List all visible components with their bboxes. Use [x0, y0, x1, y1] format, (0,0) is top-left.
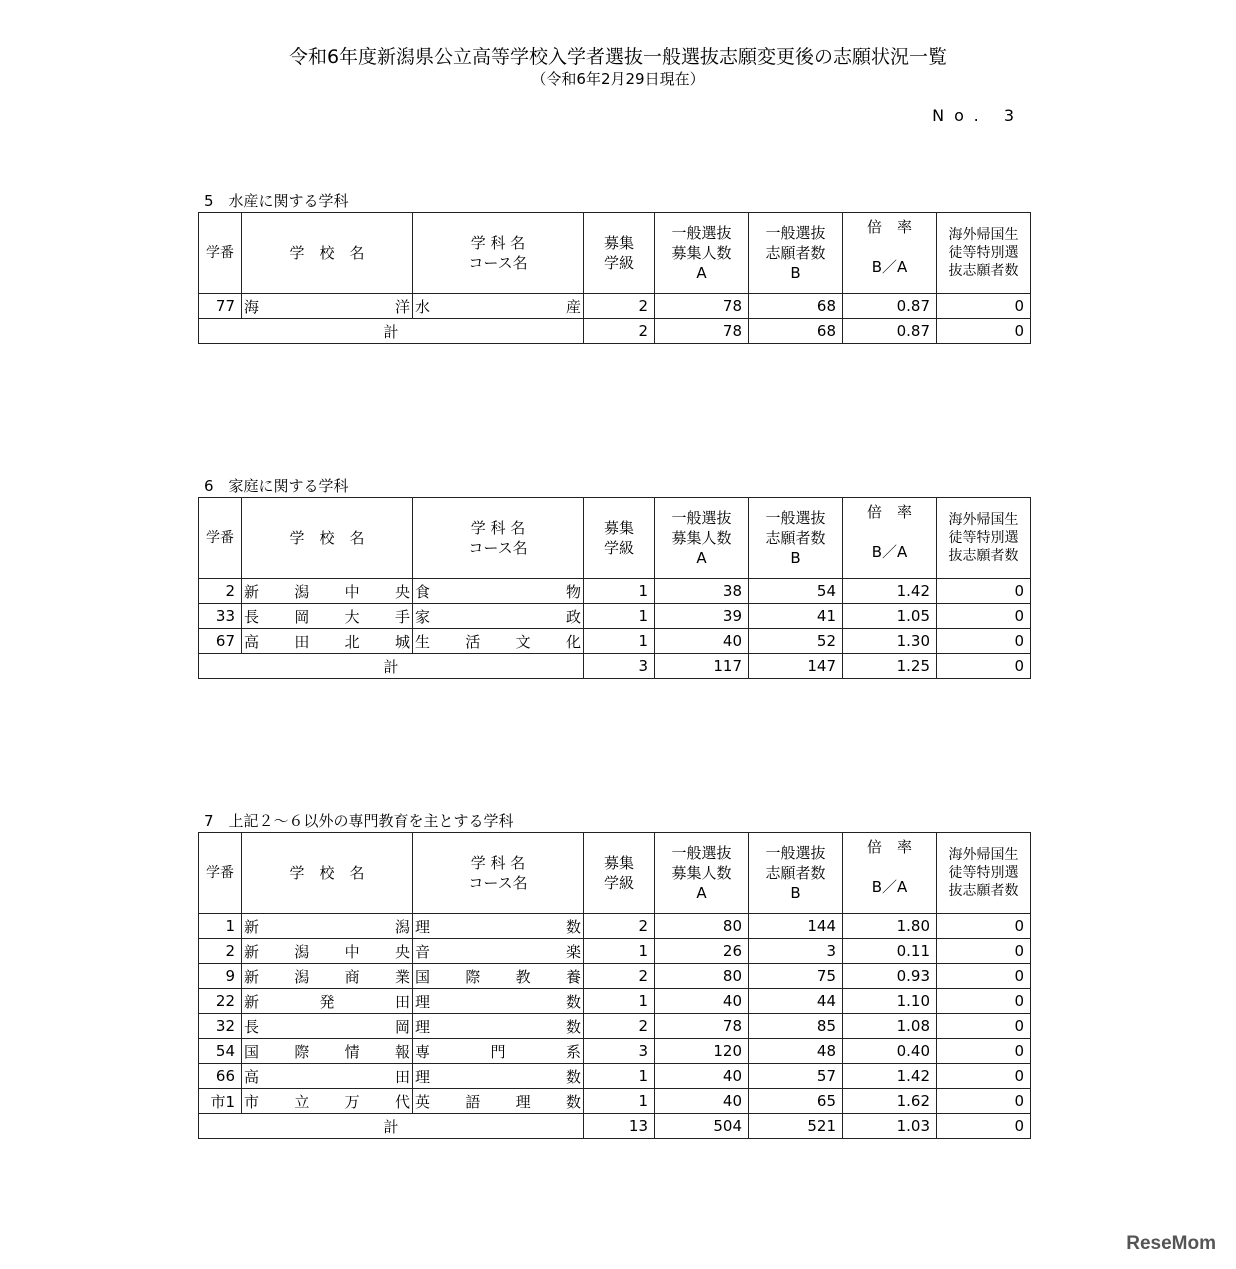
col-applicants-cell: 3	[749, 939, 843, 964]
col-course-cell: 英語理数	[413, 1089, 584, 1114]
col-school-cell: 長岡大手	[242, 604, 413, 629]
col-id-cell: 54	[199, 1039, 242, 1064]
table-row	[199, 964, 1031, 989]
col-school-header: 学 校 名	[242, 833, 413, 914]
section-label: 5 水産に関する学科	[204, 192, 349, 210]
col-returnee-header: 海外帰国生 徒等特別選 抜志願者数	[937, 833, 1031, 914]
col-id-cell: 9	[199, 964, 242, 989]
col-returnee-total: 0	[937, 319, 1031, 344]
table-row	[199, 579, 1031, 604]
col-capacity-cell: 80	[655, 914, 749, 939]
col-applicants-cell: 48	[749, 1039, 843, 1064]
col-capacity-header: 一般選抜 募集人数 A	[655, 498, 749, 579]
col-returnee-cell: 0	[937, 629, 1031, 654]
col-id-cell: 2	[199, 939, 242, 964]
col-capacity-total: 117	[655, 654, 749, 679]
col-returnee-cell: 0	[937, 1089, 1031, 1114]
col-classes-header: 募集 学級	[584, 833, 655, 914]
col-ratio-cell: 1.10	[843, 989, 937, 1014]
col-returnee-cell: 0	[937, 939, 1031, 964]
col-classes-cell: 1	[584, 629, 655, 654]
col-applicants-cell: 65	[749, 1089, 843, 1114]
table-row	[199, 939, 1031, 964]
total-label: 計	[199, 319, 584, 344]
col-applicants-total: 521	[749, 1114, 843, 1139]
col-school-cell: 高田	[242, 1064, 413, 1089]
col-applicants-cell: 68	[749, 294, 843, 319]
col-classes-total: 3	[584, 654, 655, 679]
col-returnee-total: 0	[937, 654, 1031, 679]
col-classes-header: 募集 学級	[584, 498, 655, 579]
col-returnee-cell: 0	[937, 964, 1031, 989]
total-row	[199, 1114, 1031, 1139]
col-school-cell: 市立万代	[242, 1089, 413, 1114]
document-subtitle: （令和6年2月29日現在）	[531, 70, 705, 88]
col-id-header: 学番	[199, 213, 242, 294]
col-returnee-header: 海外帰国生 徒等特別選 抜志願者数	[937, 498, 1031, 579]
col-course-header: 学 科 名 コース名	[413, 498, 584, 579]
col-classes-cell: 2	[584, 964, 655, 989]
table-row	[199, 1014, 1031, 1039]
col-ratio-cell: 0.87	[843, 294, 937, 319]
col-applicants-total: 68	[749, 319, 843, 344]
col-id-cell: 2	[199, 579, 242, 604]
col-applicants-cell: 57	[749, 1064, 843, 1089]
col-returnee-cell: 0	[937, 1014, 1031, 1039]
col-applicants-cell: 54	[749, 579, 843, 604]
col-ratio-cell: 0.40	[843, 1039, 937, 1064]
col-id-cell: 市1	[199, 1089, 242, 1114]
header-row	[199, 498, 1031, 579]
col-ratio-total: 1.25	[843, 654, 937, 679]
header-row	[199, 833, 1031, 914]
document-title: 令和6年度新潟県公立高等学校入学者選抜一般選抜志願変更後の志願状況一覧	[288, 46, 948, 68]
col-id-cell: 22	[199, 989, 242, 1014]
watermark-logo: ReseMom	[1126, 1233, 1216, 1254]
table-row	[199, 1039, 1031, 1064]
table-row	[199, 294, 1031, 319]
col-course-header: 学 科 名 コース名	[413, 213, 584, 294]
section-table	[198, 212, 1031, 344]
col-capacity-total: 78	[655, 319, 749, 344]
table-row	[199, 1064, 1031, 1089]
col-school-cell: 新潟商業	[242, 964, 413, 989]
col-classes-total: 13	[584, 1114, 655, 1139]
col-course-cell: 生活文化	[413, 629, 584, 654]
col-returnee-cell: 0	[937, 604, 1031, 629]
col-ratio-header: 倍 率 B／A	[843, 498, 937, 579]
col-course-cell: 理数	[413, 1064, 584, 1089]
col-classes-cell: 1	[584, 1089, 655, 1114]
col-course-cell: 家政	[413, 604, 584, 629]
col-id-cell: 32	[199, 1014, 242, 1039]
col-capacity-cell: 26	[655, 939, 749, 964]
col-course-cell: 理数	[413, 989, 584, 1014]
col-applicants-cell: 41	[749, 604, 843, 629]
col-capacity-cell: 40	[655, 1089, 749, 1114]
section-table	[198, 497, 1031, 679]
col-returnee-cell: 0	[937, 294, 1031, 319]
total-row	[199, 319, 1031, 344]
col-classes-cell: 1	[584, 579, 655, 604]
section-label: 6 家庭に関する学科	[204, 477, 349, 495]
col-ratio-header: 倍 率 B／A	[843, 213, 937, 294]
col-ratio-cell: 1.30	[843, 629, 937, 654]
col-ratio-cell: 1.42	[843, 1064, 937, 1089]
col-id-header: 学番	[199, 833, 242, 914]
col-ratio-cell: 1.08	[843, 1014, 937, 1039]
col-school-cell: 新潟中央	[242, 939, 413, 964]
col-applicants-header: 一般選抜 志願者数 B	[749, 213, 843, 294]
col-capacity-cell: 38	[655, 579, 749, 604]
col-course-cell: 理数	[413, 914, 584, 939]
col-ratio-total: 0.87	[843, 319, 937, 344]
col-capacity-cell: 78	[655, 1014, 749, 1039]
col-id-cell: 66	[199, 1064, 242, 1089]
col-id-cell: 67	[199, 629, 242, 654]
col-classes-cell: 1	[584, 1064, 655, 1089]
table-row	[199, 989, 1031, 1014]
col-applicants-header: 一般選抜 志願者数 B	[749, 833, 843, 914]
col-school-cell: 長岡	[242, 1014, 413, 1039]
col-course-header: 学 科 名 コース名	[413, 833, 584, 914]
col-ratio-total: 1.03	[843, 1114, 937, 1139]
col-ratio-cell: 0.93	[843, 964, 937, 989]
header-row	[199, 213, 1031, 294]
col-id-header: 学番	[199, 498, 242, 579]
col-capacity-cell: 40	[655, 989, 749, 1014]
col-returnee-cell: 0	[937, 1064, 1031, 1089]
section-label: 7 上記２～６以外の専門教育を主とする学科	[204, 812, 514, 830]
col-classes-cell: 1	[584, 939, 655, 964]
col-returnee-cell: 0	[937, 579, 1031, 604]
col-ratio-cell: 1.62	[843, 1089, 937, 1114]
col-ratio-cell: 1.42	[843, 579, 937, 604]
col-school-cell: 国際情報	[242, 1039, 413, 1064]
col-classes-cell: 2	[584, 914, 655, 939]
col-classes-cell: 3	[584, 1039, 655, 1064]
col-ratio-cell: 0.11	[843, 939, 937, 964]
col-capacity-header: 一般選抜 募集人数 A	[655, 833, 749, 914]
col-applicants-cell: 85	[749, 1014, 843, 1039]
col-id-cell: 77	[199, 294, 242, 319]
col-ratio-cell: 1.05	[843, 604, 937, 629]
total-row	[199, 654, 1031, 679]
col-capacity-cell: 120	[655, 1039, 749, 1064]
col-id-cell: 33	[199, 604, 242, 629]
col-school-header: 学 校 名	[242, 213, 413, 294]
col-classes-header: 募集 学級	[584, 213, 655, 294]
col-capacity-cell: 39	[655, 604, 749, 629]
col-capacity-header: 一般選抜 募集人数 A	[655, 213, 749, 294]
col-applicants-total: 147	[749, 654, 843, 679]
col-school-header: 学 校 名	[242, 498, 413, 579]
col-applicants-cell: 44	[749, 989, 843, 1014]
col-classes-cell: 1	[584, 604, 655, 629]
col-capacity-total: 504	[655, 1114, 749, 1139]
col-capacity-cell: 40	[655, 629, 749, 654]
col-course-cell: 専門系	[413, 1039, 584, 1064]
col-ratio-cell: 1.80	[843, 914, 937, 939]
section-table	[198, 832, 1031, 1139]
col-ratio-header: 倍 率 B／A	[843, 833, 937, 914]
col-returnee-cell: 0	[937, 989, 1031, 1014]
col-school-cell: 新潟中央	[242, 579, 413, 604]
col-returnee-header: 海外帰国生 徒等特別選 抜志願者数	[937, 213, 1031, 294]
col-school-cell: 高田北城	[242, 629, 413, 654]
col-applicants-cell: 52	[749, 629, 843, 654]
col-applicants-cell: 144	[749, 914, 843, 939]
col-classes-total: 2	[584, 319, 655, 344]
table-row	[199, 914, 1031, 939]
col-id-cell: 1	[199, 914, 242, 939]
table-row	[199, 629, 1031, 654]
col-capacity-cell: 80	[655, 964, 749, 989]
page-number: No. 3	[932, 106, 1024, 125]
col-course-cell: 国際教養	[413, 964, 584, 989]
col-returnee-cell: 0	[937, 1039, 1031, 1064]
col-course-cell: 食物	[413, 579, 584, 604]
col-capacity-cell: 40	[655, 1064, 749, 1089]
col-returnee-cell: 0	[937, 914, 1031, 939]
total-label: 計	[199, 654, 584, 679]
table-row	[199, 604, 1031, 629]
col-course-cell: 理数	[413, 1014, 584, 1039]
col-capacity-cell: 78	[655, 294, 749, 319]
total-label: 計	[199, 1114, 584, 1139]
col-applicants-header: 一般選抜 志願者数 B	[749, 498, 843, 579]
col-school-cell: 新潟	[242, 914, 413, 939]
col-classes-cell: 2	[584, 1014, 655, 1039]
col-course-cell: 水産	[413, 294, 584, 319]
col-school-cell: 新発田	[242, 989, 413, 1014]
col-classes-cell: 1	[584, 989, 655, 1014]
col-course-cell: 音楽	[413, 939, 584, 964]
col-classes-cell: 2	[584, 294, 655, 319]
col-school-cell: 海洋	[242, 294, 413, 319]
table-row	[199, 1089, 1031, 1114]
col-applicants-cell: 75	[749, 964, 843, 989]
col-returnee-total: 0	[937, 1114, 1031, 1139]
